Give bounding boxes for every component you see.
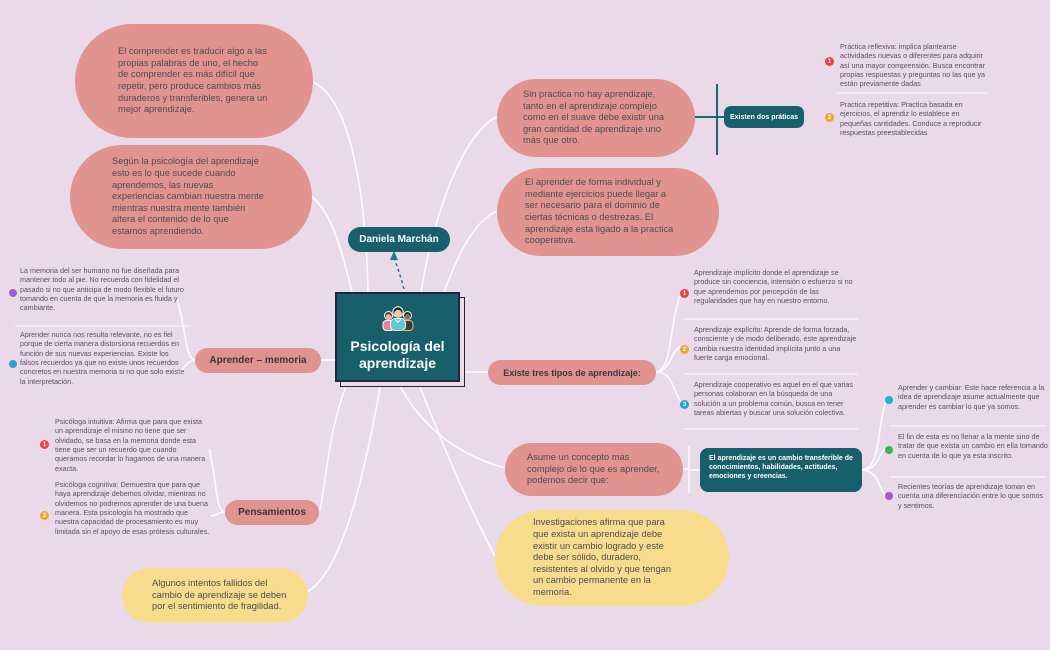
note-sin-practica[interactable]: [497, 79, 695, 157]
number-badge: 2: [680, 345, 689, 354]
number-badge: 1: [825, 57, 834, 66]
branch-label-cambio[interactable]: [700, 448, 862, 492]
branch-item[interactable]: Psicóloga cognitiva: Demuestra que para que haya aprendizaje debemos olvidar, mientras no olvidemos no podremos aprender de una buena manera. Esta psicología ha mostrado que nuestra capacidad de procesamiento es muy limitada sin el apoyo de esas prótesis culturales.: [55, 480, 210, 536]
dot-badge: [9, 289, 17, 297]
number-badge: 2: [40, 511, 49, 520]
note-text: Algunos intentos fallidos del cambio de aprendizaje se deben por el sentimiento de fragilidad.: [152, 578, 287, 612]
branch-label-text: El aprendizaje es un cambio transferible de conocimientos, habilidades, actitudes, emociones y creencias.: [709, 455, 853, 481]
note-aprender-individual[interactable]: [497, 168, 719, 256]
branch-label-text: Existe tres tipos de aprendizaje:: [503, 367, 641, 378]
branch-label-practicas[interactable]: [724, 106, 804, 128]
branch-label-text: Existen dos práticas: [729, 113, 799, 121]
branch-label-memoria[interactable]: [195, 348, 321, 373]
branch-label-tipos[interactable]: [488, 360, 656, 385]
branch-item[interactable]: Aprendizaje implícito donde el aprendizaje se produce sin conciencia, intensión o esfuerzo si no que aprendemos por percepción de las regularidades que hay en nuestro entorno.: [694, 268, 853, 306]
note-text: Sin practica no hay aprendizaje, tanto en el aprendizaje complejo como en el suave debe existir una gran cantidad de aprendizaje uno más que otro.: [523, 88, 665, 146]
dot-badge: [9, 360, 17, 368]
branch-item[interactable]: Recientes teorías de aprendizaje toman en cuenta una diferenciación entre lo que somos y sentimos.: [898, 482, 1044, 510]
dot-badge: [885, 396, 893, 404]
number-badge: 1: [40, 440, 49, 449]
team-icon: [378, 302, 418, 334]
branch-label-pensamientos[interactable]: [225, 500, 319, 525]
note-text: El aprender de forma individual y mediante ejercicios puede llegar a ser necesario para el dominio de ciertas técnicas o destrezas. El aprendizaje esta ligado a la practica cooperativa.: [525, 177, 674, 246]
branch-item[interactable]: Práctica reflexiva: implica plantearse actividades nuevas o diferentes para adquirir así una mayor comprensión. Busca encontrar propias respuestas y preguntas no las que ya están previamente dadas: [840, 42, 986, 89]
number-badge: 3: [680, 400, 689, 409]
center-topic[interactable]: [335, 292, 460, 382]
dot-badge: [885, 446, 893, 454]
number-badge: 2: [825, 113, 834, 122]
note-comprender[interactable]: [75, 24, 313, 138]
note-asume-concepto[interactable]: [505, 443, 683, 496]
dot-badge: [885, 492, 893, 500]
note-intentos-fallidos[interactable]: [122, 568, 308, 623]
branch-item[interactable]: Practica repetitiva: Practica basada en ejercicios, el aprendiz lo establece en pequeñas cantidades. Conduce a reproducir respuestas preestablecidas: [840, 100, 982, 138]
note-text: El comprender es traducir algo a las propias palabras de uno, el hecho de comprender es más difícil que repetir, pero produce cambios más duraderos y transferibles, genera un mejor aprendizaje.: [118, 46, 268, 115]
note-text: Según la psicología del aprendizaje esto es lo que sucede cuando aprendemos, las nuevas experiencias cambian nuestra mente mientras nuestra mente también altera el contenido de lo que estamos aprendiendo.: [112, 156, 264, 237]
number-badge: 1: [680, 289, 689, 298]
branch-label-text: Pensamientos: [238, 507, 306, 518]
branch-label-text: Aprender – memoria: [209, 355, 307, 366]
note-text: Investigaciones afirma que para que exista un aprendizaje debe existir un cambio logrado y este debe ser sólido, duradero, resistentes al olvido y que tengan un cambio permanente en la memoria.: [533, 517, 671, 598]
branch-item[interactable]: Psicóloga intuitiva: Afirma que para que exista un aprendizaje el mismo no tiene que ser olvidado, se basa en la memoria donde esta tiene que ser un recuerdo que cuando queramos recordar lo hagamos de una manera exacta.: [55, 417, 206, 473]
branch-item[interactable]: Aprendizaje cooperativo es aquel en el que varias personas colaboran en la búsqueda de una solución a un problema común, busca en tener tareas abiertas y buscar una solución colectiva.: [694, 380, 854, 418]
author-pill[interactable]: [348, 227, 450, 252]
author-name: Daniela Marchán: [359, 234, 439, 245]
note-text: Asume un concepto mas complejo de lo que es aprender, podemos decir que:: [527, 452, 660, 486]
note-investigaciones[interactable]: [495, 510, 729, 606]
branch-item[interactable]: La memoria del ser humano no fue diseñada para mantener todo al pie. No recuerda con fidelidad el pasado si no que anticipa de modo flexible el futuro tomando en cuenta de que la memoria es fluida y cambiante.: [20, 266, 184, 313]
branch-item[interactable]: El fin de esta es no llenar a la mente sino de tratar de que exista un cambio en ella tomando en cuenta de lo que ya esta inscrito.: [898, 432, 1048, 460]
note-segun-psicologia[interactable]: [70, 145, 312, 249]
branch-item[interactable]: Aprender nunca nos resulta relevante, no es fiel porque de cierta manera distorsiona recuerdos en función de sus nuevas experiencias. Existe los falsos recuerdos ya que no existe unos recuerdos concretos en nuestra memoria si no que solo existe la interpretación.: [20, 330, 185, 386]
center-topic-title: Psicología del aprendizaje: [350, 337, 445, 371]
branch-item[interactable]: Aprender y cambiar: Este hace referencia a la idea de aprendizaje asume actualmente que aprender es cambiar lo que ya somos.: [898, 383, 1045, 411]
branch-item[interactable]: Aprendizaje explícito: Aprende de forma forzada, consciente y de modo deliberado, este aprendizaje cambia nuestra identidad implícita junto a una fuerte carga emocional.: [694, 325, 857, 363]
